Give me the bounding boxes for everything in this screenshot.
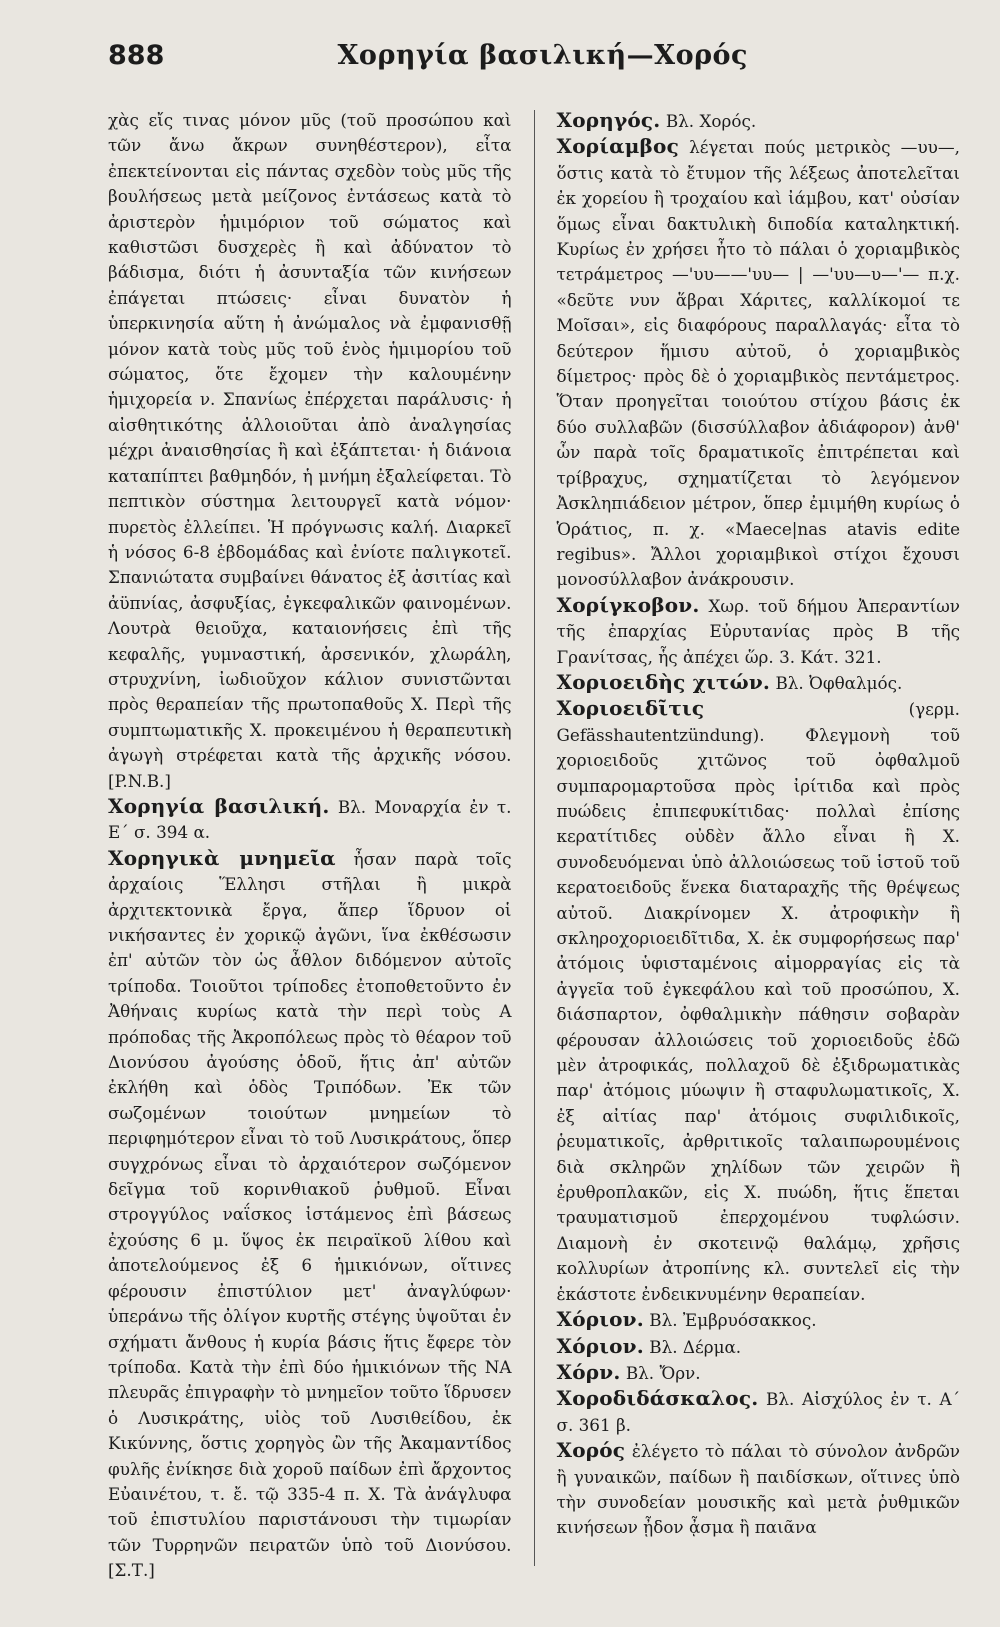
entry-body: Βλ. Ἐμβρυόσακκος. [649, 1310, 817, 1331]
entry-choregia-vasiliki [108, 794, 512, 846]
headword: Χοροδιδάσκαλος. [556, 1386, 759, 1411]
headword: Χορίαμβος [556, 134, 679, 159]
headword: Χορηγία βασιλική. [108, 793, 330, 818]
entry-choriamvos [556, 134, 960, 592]
entry-chorioeidis-chiton [556, 670, 960, 696]
entry-body: ἐλέγετο τὸ πάλαι τὸ σύνολον ἀνδρῶν ἢ γυναικῶν, παίδων ἢ παιδίσκων, οἵτινες ὑπὸ τὴν συνοδείαν μουσικῆς καὶ μετὰ ῥυθμικῶν κινήσεων ᾖδον ᾆσμα ἢ παιᾶνα [556, 1441, 960, 1538]
entry-body: Βλ. Ὀφθαλμός. [775, 672, 903, 693]
page-header [108, 40, 960, 98]
entry-choregika-mnimeia [108, 846, 512, 1584]
entry-body: Βλ. Ὄρν. [625, 1362, 701, 1383]
right-column [556, 108, 960, 1584]
headword: Χορηγικὰ μνημεῖα [108, 845, 336, 870]
headword: Χοριοειδὴς χιτών. [556, 669, 771, 694]
headword: Χόριον. [556, 1333, 644, 1358]
headword: Χορηγός. [556, 108, 661, 132]
entry-choregos [556, 108, 960, 134]
entry-chorodidaskalos [556, 1386, 960, 1438]
column-divider [534, 110, 535, 1566]
entry-body: Βλ. Δέρμα. [649, 1336, 742, 1357]
page-number: 888 [108, 40, 165, 71]
running-head: Χορηγία βασιλική—Χορός [337, 40, 748, 71]
entry-body: Βλ. Μοναρχία ἐν τ. Ε΄ σ. 394 α. [108, 796, 512, 843]
text-columns [108, 108, 960, 1584]
entry-chorion-2 [556, 1334, 960, 1360]
entry-body: (γερμ. Gefässhautentzündung). Φλεγμονὴ τοῦ χοριοειδοῦς χιτῶνος τοῦ ὀφθαλμοῦ συμπαρομαρτοῦσα πρὸς ἰρίτιδα καὶ πρὸς πυώδεις ἐπιπεφυκίτιδας· πολλαὶ ἐπίσης κερατίτιδες οὐδὲν ἄλλο εἶναι ἢ Χ. συνοδευόμεναι ὑπὸ ἀλλοιώσεως τοῦ ἱστοῦ τοῦ κερατοειδοῦς ἕνεκα διαταραχῆς τῆς θρέψεως αὐτοῦ. Διακρίνομεν Χ. ἀτροφικὴν ἢ σκληροχοριοειδῖτιδα, Χ. ἐκ συμφορήσεως παρ' ἀτόμοις ὑφισταμένοις αἱμορραγίας εἰς τὰ ἀγγεῖα τοῦ ἐγκεφάλου καὶ τοῦ προσώπου, Χ. διάσπαρτον, ὀφθαλμικὴν πάθησιν σοβαρὰν φέρουσαν ἀλλοιώσεις τοῦ χοριοειδοῦς ἐδῶ μὲν ἀτροφικάς, πολλαχοῦ δὲ ἐξιδρωματικὰς παρ' ἀτόμοις μύωψιν ἢ σταφυλωματικοῖς, Χ. ἐξ αἰτίας παρ' ἀτόμοις συφιλιδικοῖς, ῥευματικοῖς, ἀρθριτικοῖς ταλαιπωρουμένοις διὰ σκληρῶν χηλίδων τῶν χειρῶν ἢ ἐρυθροπλακῶν, εἰς Χ. πυώδη, ἥτις ἕπεται τραυματισμοῦ ἐπερχομένου τυφλώσιν. Διαμονὴ ἐν σκοτεινῷ θαλάμῳ, χρῆσις κολλυρίων ἀτροπίνης κλ. συντελεῖ εἰς τὴν ἑκάστοτε ἐνδεικνυμένην θεραπείαν. [556, 699, 960, 1304]
continued-text: χὰς εἴς τινας μόνον μῦς (τοῦ προσώπου καὶ τῶν ἄνω ἄκρων συνηθέστερον), εἶτα ἐπεκτείνονται εἰς πάντας σχεδὸν τοὺς μῦς τῆς βουλήσεως μετὰ μείζονος ἐντάσεως κατὰ τὸ ἀριστερὸν ἡμιμόριον τοῦ σώματος καὶ καθιστῶσι δυσχερὲς ἢ καὶ ἀδύνατον τὸ βάδισμα, διότι ἡ ἀσυνταξία τῶν κινήσεων ἐπάγεται πτώσεις· εἶναι δυνατὸν ἡ ὑπερκινησία αὕτη ἡ ἀνώμαλος νὰ ἐμφανισθῇ μόνον κατὰ τοὺς μῦς τοῦ ἑνὸς ἡμιμορίου τοῦ σώματος, ὅτε ἔχομεν τὴν καλουμένην ἡμιχορεία ν. Σπανίως ἐπέρχεται παράλυσις· ἡ αἰσθητικότης ἀλλοιοῦται ἀπὸ ἀναλγησίας μέχρι ἀναισθησίας ἢ καὶ ἐξάπτεται· ἡ διάνοια καταπίπτει βαθμηδόν, ἡ μνήμη ἐξαλείφεται. Τὸ πεπτικὸν σύστημα λειτουργεῖ κατὰ νόμον· πυρετὸς ἐλλείπει. Ἡ πρόγνωσις καλή. Διαρκεῖ ἡ νόσος 6-8 ἑβδομάδας καὶ ἐνίοτε παλιγκοτεῖ. Σπανιώτατα συμβαίνει θάνατος ἐξ ἀσιτίας καὶ ἀϋπνίας, ἀσφυξίας, ἐγκεφαλικῶν φαινομένων. Λουτρὰ θειοῦχα, καταιονήσεις ἐπὶ τῆς κεφαλῆς, γυμναστική, ἀρσενικόν, χλωράλη, στρυχνίνη, ἰωδιοῦχον κάλιον συνιστῶνται πρὸς θεραπείαν τῆς πρωτοπαθοῦς Χ. Περὶ τῆς συμπτωματικῆς Χ. προκειμένου ἡ θεραπευτικὴ ἀγωγὴ στρέφεται κατὰ τῆς ἀρχικῆς νόσου. [P.N.B.] [108, 110, 512, 791]
headword: Χορίγκοβον. [556, 592, 700, 617]
left-column [108, 108, 512, 1584]
entry-body: ἦσαν παρὰ τοῖς ἀρχαίοις Ἕλλησι στῆλαι ἢ μικρὰ ἀρχιτεκτονικὰ ἔργα, ἅπερ ἵδρυον οἱ νικήσαντες ἐν χορικῷ ἀγῶνι, ἵνα ἐκθέσωσιν ἐπ' αὐτῶν τὸν ὡς ἆθλον διδόμενον αὐτοῖς τρίποδα. Τοιοῦτοι τρίποδες ἐτοποθετοῦντο ἐν Ἀθήναις κυρίως κατὰ τὴν περὶ τοὺς Α πρόποδας τῆς Ἀκροπόλεως πρὸς τὸ θέαρον τοῦ Διονύσου ἀγούσης ὁδοῦ, ἥτις ἀπ' αὐτῶν ἐκλήθη καὶ ὁδὸς Τριπόδων. Ἐκ τῶν σωζομένων τοιούτων μνημείων τὸ περιφημότερον εἶναι τὸ τοῦ Λυσικράτους, ὅπερ συγχρόνως εἶναι τὸ ἀρχαιότερον σωζόμενον δεῖγμα τοῦ κορινθιακοῦ ῥυθμοῦ. Εἶναι στρογγύλος ναΐσκος ἱστάμενος ἐπὶ βάσεως ἐχούσης 6 μ. ὕψος ἐκ πειραϊκοῦ λίθου καὶ ἀποτελούμενος ἐξ 6 ἡμικιόνων, οἵτινες φέρουσιν ἐπιστύλιον μετ' ἀναγλύφων· ὑπεράνω τῆς ὀλίγον κυρτῆς στέγης ὑψοῦται ἐν σχήματι ἄνθους ἡ κυρία βάσις ἥτις ἔφερε τὸν τρίποδα. Κατὰ τὴν ἐπὶ δύο ἡμικιόνων τῆς ΝΑ πλευρᾶς ἐπιγραφὴν τὸ μνημεῖον τοῦτο ἵδρυσεν ὁ Λυσικράτης, υἱὸς τοῦ Λυσιθείδου, ἐκ Κικύννης, ὅστις χορηγὸς ὢν τῆς Ἀκαμαντίδος φυλῆς ἐνίκησε διὰ χοροῦ παίδων ἐπὶ ἄρχοντος Εὐαινέτου, τ. ἔ. τῷ 335-4 π. Χ. Τὰ ἀνάγλυφα τοῦ ἐπιστυλίου παριστάνουσι τὴν τιμωρίαν τῶν Τυρρηνῶν πειρατῶν ὑπὸ τοῦ Διονύσου. [Σ.Τ.] [108, 848, 512, 1581]
headword: Χοριοειδῖτις [556, 696, 705, 721]
headword: Χορός [556, 1438, 626, 1463]
entry-chorion-1 [556, 1307, 960, 1333]
entry-chorn [556, 1360, 960, 1386]
headword: Χόρν. [556, 1359, 621, 1384]
entry-body: Χωρ. τοῦ δήμου Ἀπεραντίων τῆς ἐπαρχίας Εὐρυτανίας πρὸς Β τῆς Γρανίτσας, ἧς ἀπέχει ὥρ. 3. Κάτ. 321. [556, 595, 961, 667]
entry-choros [556, 1438, 960, 1541]
headword: Χόριον. [556, 1307, 644, 1332]
entry-chorigkovon [556, 593, 960, 670]
entry-body: Βλ. Χορός. [665, 111, 757, 131]
entry-body: λέγεται πούς μετρικὸς —υυ—, ὅστις κατὰ τὸ ἔτυμον τῆς λέξεως ἀποτελεῖται ἐκ χορείου ἢ τροχαίου καὶ ἰάμβου, κατ' οὐσίαν ὅμως εἶναι δακτυλικὴ διποδία καταληκτική. Κυρίως ἐν χρήσει ἦτο τὸ πάλαι ὁ χοριαμβικὸς τετράμετρος —'υυ——'υυ— | —'υυ—υ—'— π.χ. «δεῦτε νυν ἅβραι Χάριτες, καλλίκομοί τε Μοῖσαι», εἰς διαφόρους παραλλαγάς· εἶτα τὸ δεύτερον ἥμισυ αὐτοῦ, ὁ χοριαμβικὸς δίμετρος· πρὸς δὲ ὁ χοριαμβικὸς πεντάμετρος. Ὅταν προηγεῖται τοιούτου στίχου βάσις ἐκ δύο συλλαβῶν (δισσύλλαβον ἀδιάφορον) ἀνθ' ὧν παρὰ τοῖς δραματικοῖς ἐπιτρέπεται καὶ τρίβραχυς, σχηματίζεται τὸ λεγόμενον Ἀσκληπιάδειον μέτρον, ὅπερ ἐμιμήθη κυρίως ὁ Ὁράτιος, π. χ. «Maece|nas atavis edite regibus». Ἄλλοι χοριαμβικοὶ στίχοι ἔχουσι μονοσύλλαβον ἀνάκρουσιν. [556, 137, 960, 590]
entry-body: Βλ. Αἰσχύλος ἐν τ. Α΄ σ. 361 β. [556, 1389, 960, 1435]
entry-chorioeiditis [556, 696, 960, 1307]
